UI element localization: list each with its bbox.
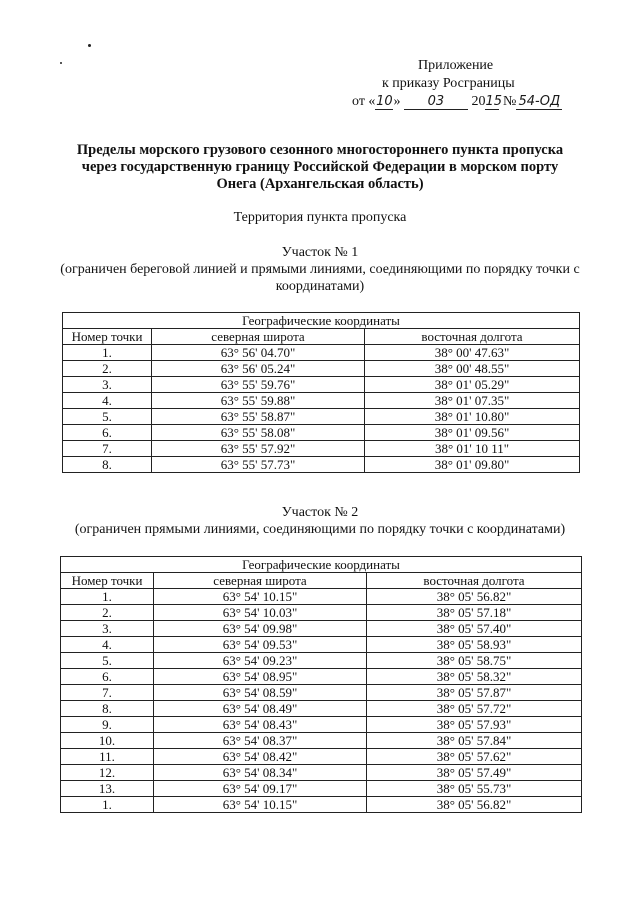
cell-latitude: 63° 55' 58.87" — [152, 409, 365, 425]
table-row — [63, 457, 580, 473]
appendix-label: Приложение — [418, 58, 494, 73]
cell-point-number: 1. — [63, 345, 152, 361]
cell-point-number: 8. — [61, 701, 154, 717]
cell-latitude: 63° 54' 08.37" — [154, 733, 367, 749]
cell-point-number: 12. — [61, 765, 154, 781]
cell-longitude: 38° 05' 57.87" — [367, 685, 582, 701]
cell-longitude: 38° 01' 09.56" — [365, 425, 580, 441]
cell-point-number: 3. — [61, 621, 154, 637]
cell-longitude: 38° 05' 58.93" — [367, 637, 582, 653]
cell-longitude: 38° 05' 57.72" — [367, 701, 582, 717]
table-row — [61, 733, 582, 749]
cell-point-number: 1. — [61, 797, 154, 813]
table-row — [61, 621, 582, 637]
cell-latitude: 63° 54' 10.03" — [154, 605, 367, 621]
cell-latitude: 63° 54' 10.15" — [154, 589, 367, 605]
cell-latitude: 63° 54' 09.23" — [154, 653, 367, 669]
cell-longitude: 38° 01' 10.80" — [365, 409, 580, 425]
table-row — [63, 409, 580, 425]
cell-latitude: 63° 54' 09.98" — [154, 621, 367, 637]
table-row — [63, 393, 580, 409]
table-row — [61, 669, 582, 685]
cell-point-number: 3. — [63, 377, 152, 393]
cell-latitude: 63° 54' 08.49" — [154, 701, 367, 717]
table-row — [63, 361, 580, 377]
cell-longitude: 38° 05' 57.62" — [367, 749, 582, 765]
cell-point-number: 10. — [61, 733, 154, 749]
cell-point-number: 2. — [63, 361, 152, 377]
cell-point-number: 8. — [63, 457, 152, 473]
table-row — [61, 589, 582, 605]
cell-longitude: 38° 01' 07.35" — [365, 393, 580, 409]
cell-longitude: 38° 05' 58.32" — [367, 669, 582, 685]
section-1-table-body — [63, 345, 580, 473]
cell-point-number: 5. — [61, 653, 154, 669]
table-row — [61, 637, 582, 653]
cell-latitude: 63° 54' 09.17" — [154, 781, 367, 797]
cell-latitude: 63° 54' 08.34" — [154, 765, 367, 781]
order-year: 15 — [485, 94, 502, 109]
column-header-latitude: северная широта — [154, 573, 367, 589]
cell-point-number: 11. — [61, 749, 154, 765]
cell-point-number: 5. — [63, 409, 152, 425]
cell-latitude: 63° 54' 09.53" — [154, 637, 367, 653]
cell-point-number: 4. — [61, 637, 154, 653]
cell-latitude: 63° 55' 57.92" — [152, 441, 365, 457]
document-title: Пределы морского грузового сезонного многостороннего пункта пропуска через государственную границу Российской Федерации в морском порту Онега (Архангельская область) — [76, 142, 564, 192]
cell-latitude: 63° 54' 08.59" — [154, 685, 367, 701]
column-header-longitude: восточная долгота — [365, 329, 580, 345]
cell-point-number: 6. — [61, 669, 154, 685]
cell-longitude: 38° 00' 47.63" — [365, 345, 580, 361]
cell-longitude: 38° 01' 05.29" — [365, 377, 580, 393]
section-1-coordinates-table — [62, 312, 580, 473]
cell-longitude: 38° 05' 56.82" — [367, 589, 582, 605]
table-row — [61, 653, 582, 669]
cell-latitude: 63° 55' 57.73" — [152, 457, 365, 473]
table-row — [63, 425, 580, 441]
table-group-header: Географические координаты — [63, 313, 580, 329]
table-row — [61, 701, 582, 717]
cell-latitude: 63° 55' 59.76" — [152, 377, 365, 393]
cell-longitude: 38° 05' 55.73" — [367, 781, 582, 797]
column-header-longitude: восточная долгота — [367, 573, 582, 589]
table-row — [61, 605, 582, 621]
section-2-heading: Участок № 2 (ограничен прямыми линиями, соединяющими по порядку точки с координатами) — [74, 505, 566, 537]
cell-point-number: 13. — [61, 781, 154, 797]
table-row — [61, 765, 582, 781]
order-number: 54-ОД — [516, 95, 562, 110]
cell-point-number: 4. — [63, 393, 152, 409]
cell-point-number: 6. — [63, 425, 152, 441]
cell-latitude: 63° 54' 10.15" — [154, 797, 367, 813]
column-header-latitude: северная широта — [152, 329, 365, 345]
table-group-header: Географические координаты — [61, 557, 582, 573]
order-month: 03 — [404, 95, 468, 110]
section-2-coordinates-table — [60, 556, 582, 813]
section-2-table-body — [61, 589, 582, 813]
cell-latitude: 63° 54' 08.95" — [154, 669, 367, 685]
cell-longitude: 38° 00' 48.55" — [365, 361, 580, 377]
cell-longitude: 38° 05' 57.18" — [367, 605, 582, 621]
cell-point-number: 9. — [61, 717, 154, 733]
table-row — [61, 717, 582, 733]
cell-longitude: 38° 05' 57.40" — [367, 621, 582, 637]
cell-latitude: 63° 56' 04.70" — [152, 345, 365, 361]
order-reference: к приказу Росграницы — [382, 76, 515, 91]
cell-longitude: 38° 05' 57.49" — [367, 765, 582, 781]
cell-latitude: 63° 54' 08.43" — [154, 717, 367, 733]
cell-point-number: 7. — [63, 441, 152, 457]
column-header-point: Номер точки — [61, 573, 154, 589]
cell-longitude: 38° 05' 58.75" — [367, 653, 582, 669]
order-day: 10 — [376, 94, 393, 109]
cell-point-number: 7. — [61, 685, 154, 701]
cell-longitude: 38° 05' 57.84" — [367, 733, 582, 749]
order-date-number: от «10» 03 2015 № 54-ОД — [352, 93, 582, 111]
cell-longitude: 38° 01' 10 11" — [365, 441, 580, 457]
table-row — [63, 345, 580, 361]
approval-stamp-block — [352, 57, 582, 111]
cell-point-number: 2. — [61, 605, 154, 621]
table-row — [63, 441, 580, 457]
table-row — [63, 377, 580, 393]
section-1-heading: Участок № 1 (ограничен береговой линией и прямыми линиями, соединяющими по порядку точки с координатами) — [60, 245, 580, 294]
table-row — [61, 685, 582, 701]
cell-longitude: 38° 05' 57.93" — [367, 717, 582, 733]
scan-speck — [88, 44, 91, 47]
cell-latitude: 63° 54' 08.42" — [154, 749, 367, 765]
cell-longitude: 38° 05' 56.82" — [367, 797, 582, 813]
column-header-point: Номер точки — [63, 329, 152, 345]
cell-latitude: 63° 55' 58.08" — [152, 425, 365, 441]
table-row — [61, 781, 582, 797]
cell-point-number: 1. — [61, 589, 154, 605]
scan-speck — [60, 62, 62, 64]
cell-latitude: 63° 55' 59.88" — [152, 393, 365, 409]
table-row — [61, 797, 582, 813]
document-subtitle: Территория пункта пропуска — [233, 210, 407, 225]
table-row — [61, 749, 582, 765]
cell-latitude: 63° 56' 05.24" — [152, 361, 365, 377]
cell-longitude: 38° 01' 09.80" — [365, 457, 580, 473]
